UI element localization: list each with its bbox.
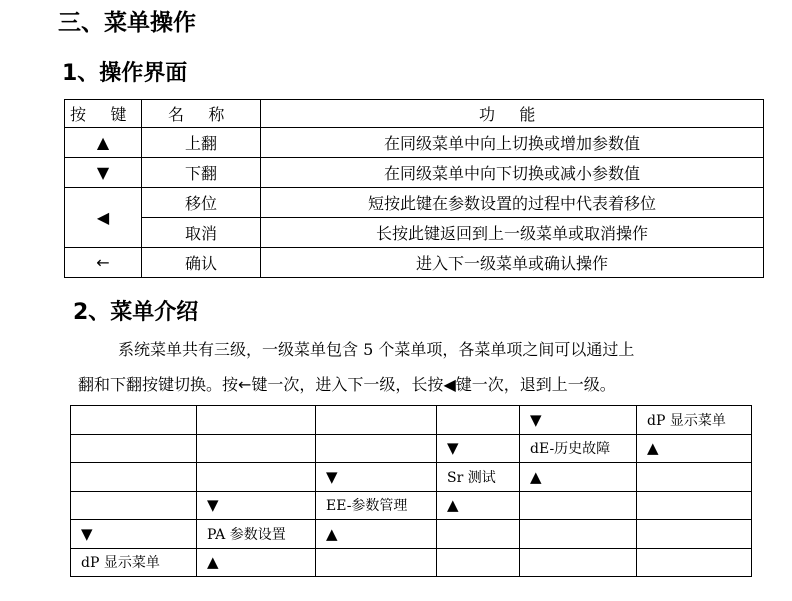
table-header-row	[65, 100, 764, 128]
grid-row	[71, 491, 752, 520]
key-name: 上翻	[142, 128, 261, 158]
key-function: 短按此键在参数设置的过程中代表着移位	[261, 188, 764, 218]
grid-cell	[316, 548, 437, 577]
grid-cell	[71, 406, 197, 435]
header-key: 按 键	[65, 100, 142, 128]
left-arrow-icon: ◀	[443, 375, 456, 394]
key-name: 取消	[142, 218, 261, 248]
menu-item-history-fault: dE-历史故障	[520, 434, 637, 463]
key-function-table	[64, 99, 764, 278]
grid-cell	[637, 548, 752, 577]
grid-row	[71, 434, 752, 463]
grid-cell	[637, 463, 752, 492]
key-function: 长按此键返回到上一级菜单或取消操作	[261, 218, 764, 248]
grid-cell	[520, 548, 637, 577]
key-function: 在同级菜单中向上切换或增加参数值	[261, 128, 764, 158]
grid-cell	[316, 434, 437, 463]
header-function: 功 能	[261, 100, 764, 128]
header-name: 名 称	[142, 100, 261, 128]
grid-cell	[437, 520, 520, 549]
table-row	[65, 218, 764, 248]
down-arrow-icon: ▼	[520, 406, 637, 435]
menu-item-display: dP 显示菜单	[637, 406, 752, 435]
left-arrow-icon: ◀	[65, 188, 142, 248]
key-name: 确认	[142, 248, 261, 278]
intro-paragraph-line-2: 翻和下翻按键切换。按←键一次，进入下一级，长按◀键一次，退到上一级。	[78, 375, 616, 394]
table-row	[65, 128, 764, 158]
menu-structure-grid	[70, 405, 752, 577]
up-arrow-icon: ▲	[520, 463, 637, 492]
grid-cell	[316, 406, 437, 435]
intro-paragraph-line-1: 系统菜单共有三级，一级菜单包含 5 个菜单项，各菜单项之间可以通过上	[118, 340, 635, 359]
up-arrow-icon: ▲	[197, 548, 316, 577]
grid-cell	[197, 463, 316, 492]
grid-row	[71, 520, 752, 549]
down-arrow-icon: ▼	[437, 434, 520, 463]
table-row	[65, 248, 764, 278]
grid-cell	[637, 520, 752, 549]
menu-item-display: dP 显示菜单	[71, 548, 197, 577]
key-name: 下翻	[142, 158, 261, 188]
menu-item-parameter-management: EE-参数管理	[316, 491, 437, 520]
enter-arrow-icon: ←	[238, 375, 252, 394]
up-arrow-icon: ▲	[637, 434, 752, 463]
grid-cell	[520, 520, 637, 549]
subsection-title-menu-intro: 2、菜单介绍	[73, 300, 199, 325]
up-arrow-icon: ▲	[316, 520, 437, 549]
menu-item-parameter-settings: PA 参数设置	[197, 520, 316, 549]
grid-cell	[71, 491, 197, 520]
table-row	[65, 188, 764, 218]
up-arrow-icon: ▲	[65, 128, 142, 158]
grid-cell	[197, 434, 316, 463]
down-arrow-icon: ▼	[316, 463, 437, 492]
grid-row	[71, 548, 752, 577]
key-name: 移位	[142, 188, 261, 218]
grid-row	[71, 463, 752, 492]
key-function: 在同级菜单中向下切换或减小参数值	[261, 158, 764, 188]
up-arrow-icon: ▲	[437, 491, 520, 520]
down-arrow-icon: ▼	[71, 520, 197, 549]
down-arrow-icon: ▼	[197, 491, 316, 520]
key-function: 进入下一级菜单或确认操作	[261, 248, 764, 278]
grid-cell	[197, 406, 316, 435]
table-row	[65, 158, 764, 188]
grid-cell	[437, 548, 520, 577]
grid-row	[71, 406, 752, 435]
subsection-title-interface: 1、操作界面	[62, 61, 188, 86]
grid-cell	[520, 491, 637, 520]
grid-cell	[71, 434, 197, 463]
grid-cell	[71, 463, 197, 492]
down-arrow-icon: ▼	[65, 158, 142, 188]
enter-arrow-icon: ←	[65, 248, 142, 278]
grid-cell	[437, 406, 520, 435]
grid-cell	[637, 491, 752, 520]
menu-item-test: Sr 测试	[437, 463, 520, 492]
section-title: 三、菜单操作	[58, 10, 196, 36]
